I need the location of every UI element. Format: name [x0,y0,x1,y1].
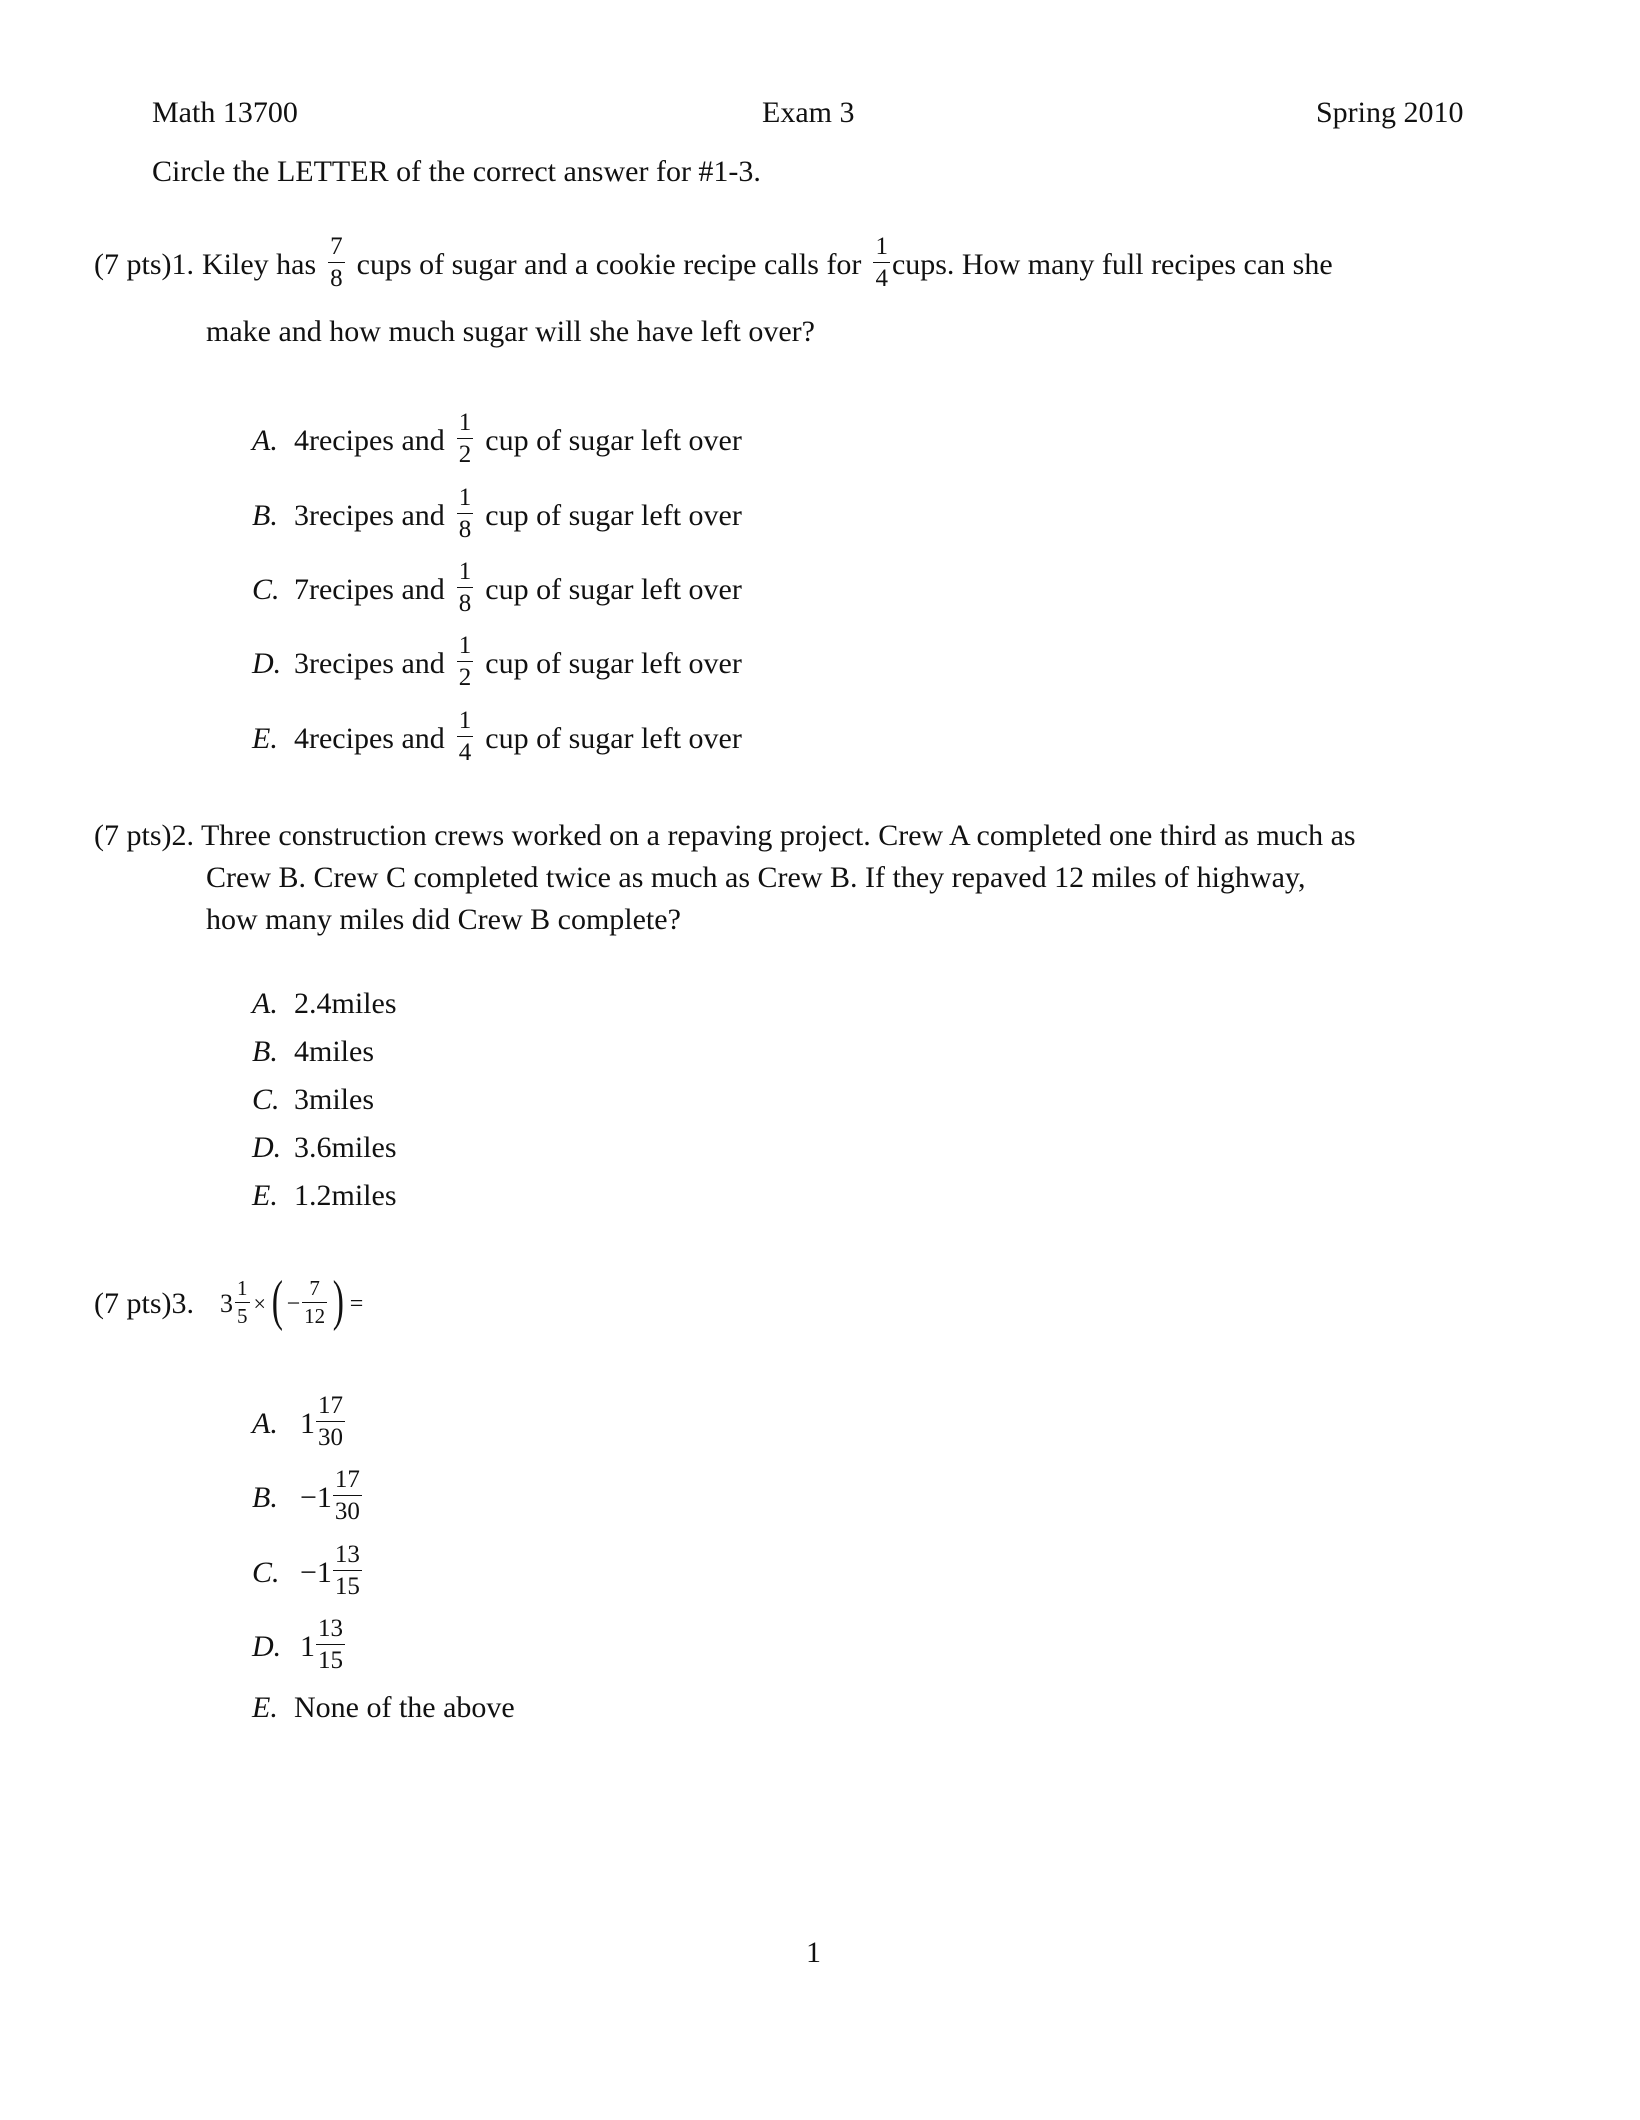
question-1-text-a: Kiley has [202,247,317,281]
question-1-line-2: make and how much sugar will she have left over? [206,315,815,348]
fraction: $\frac{13}{15}$ [318,1615,343,1674]
fraction: $\frac{1}{2}$ [458,632,472,691]
fraction: $\frac{17}{30}$ [318,1392,343,1451]
question-1-text-b: cups of sugar and a cookie recipe calls for [356,247,862,281]
right-paren: ) [332,1270,345,1332]
fraction: $\frac{1}{4}$ [458,707,472,766]
fraction: $\frac{1}{2}$ [458,409,472,468]
question-1-label: (7 pts)1. [94,247,194,281]
question-3-label: (7 pts)3. [94,1287,194,1320]
question-3-choice-b[interactable]: B. − 1 $\frac{17}{30}$ [252,1466,360,1525]
question-2-choice-c[interactable]: C. 3 miles [252,1083,374,1116]
left-paren: ( [271,1270,283,1332]
fraction: $\frac{17}{30}$ [334,1466,360,1525]
minus-sign: − [286,1291,301,1317]
question-2-label: (7 pts)2. [94,819,194,852]
fraction-seven-eighths: $\frac{7}{8}$ [330,233,343,292]
page-number: 1 [806,1936,821,1969]
mixed-whole: 3 [220,1289,233,1318]
fraction-one-quarter: $\frac{1}{4}$ [875,233,888,292]
question-1-choice-d[interactable]: D. 3 recipes and $\frac{1}{2}$ cup of sugar left over [252,632,742,691]
question-1-line-1 [94,233,1333,293]
question-2-choice-e[interactable]: E. 1.2 miles [252,1179,397,1212]
question-1-choice-a[interactable]: A. 4 recipes and $\frac{1}{2}$ cup of sugar left over [252,409,742,468]
course-name: Math 13700 [152,96,298,129]
equals-sign: = [349,1291,364,1317]
question-3-choice-d[interactable]: D. 1 $\frac{13}{15}$ [252,1615,343,1674]
question-2-line-2: Crew B. Crew C completed twice as much as Crew B. If they repaved 12 miles of highway, [206,861,1306,894]
instruction: Circle the LETTER of the correct answer for #1-3. [152,155,761,188]
question-2-line-3: how many miles did Crew B complete? [206,903,681,936]
question-1-choice-c[interactable]: C. 7 recipes and $\frac{1}{8}$ cup of sugar left over [252,558,742,617]
fraction-seven-twelfths: $\frac{7}{12}$ [304,1275,326,1328]
question-1-choice-b[interactable]: B. 3 recipes and $\frac{1}{8}$ cup of sugar left over [252,484,742,543]
exam-title: Exam 3 [762,96,855,129]
exam-term: Spring 2010 [1316,96,1464,129]
question-2-choice-b[interactable]: B. 4 miles [252,1035,374,1068]
question-3-choice-e[interactable]: E. None of the above [252,1691,515,1724]
fraction-one-fifth: $\frac{1}{5}$ [237,1275,248,1328]
question-2-choice-d[interactable]: D. 3.6 miles [252,1131,397,1164]
fraction: $\frac{1}{8}$ [458,558,472,617]
fraction: $\frac{1}{8}$ [458,484,472,543]
fraction: $\frac{13}{15}$ [334,1541,360,1600]
question-3-line [94,1270,364,1332]
question-3-choice-c[interactable]: C. − 1 $\frac{13}{15}$ [252,1541,360,1600]
question-1-choice-e[interactable]: E. 4 recipes and $\frac{1}{4}$ cup of sugar left over [252,707,742,766]
question-2-choice-a[interactable]: A. 2.4 miles [252,987,397,1020]
times-sign: × [253,1291,266,1316]
question-1-text-c: cups. How many full recipes can she [891,247,1333,281]
question-3-choice-a[interactable]: A. 1 $\frac{17}{30}$ [252,1392,343,1451]
question-2-line-1: (7 pts)2. Three construction crews worked on a repaving project. Crew A completed one third as much as [94,819,1356,852]
